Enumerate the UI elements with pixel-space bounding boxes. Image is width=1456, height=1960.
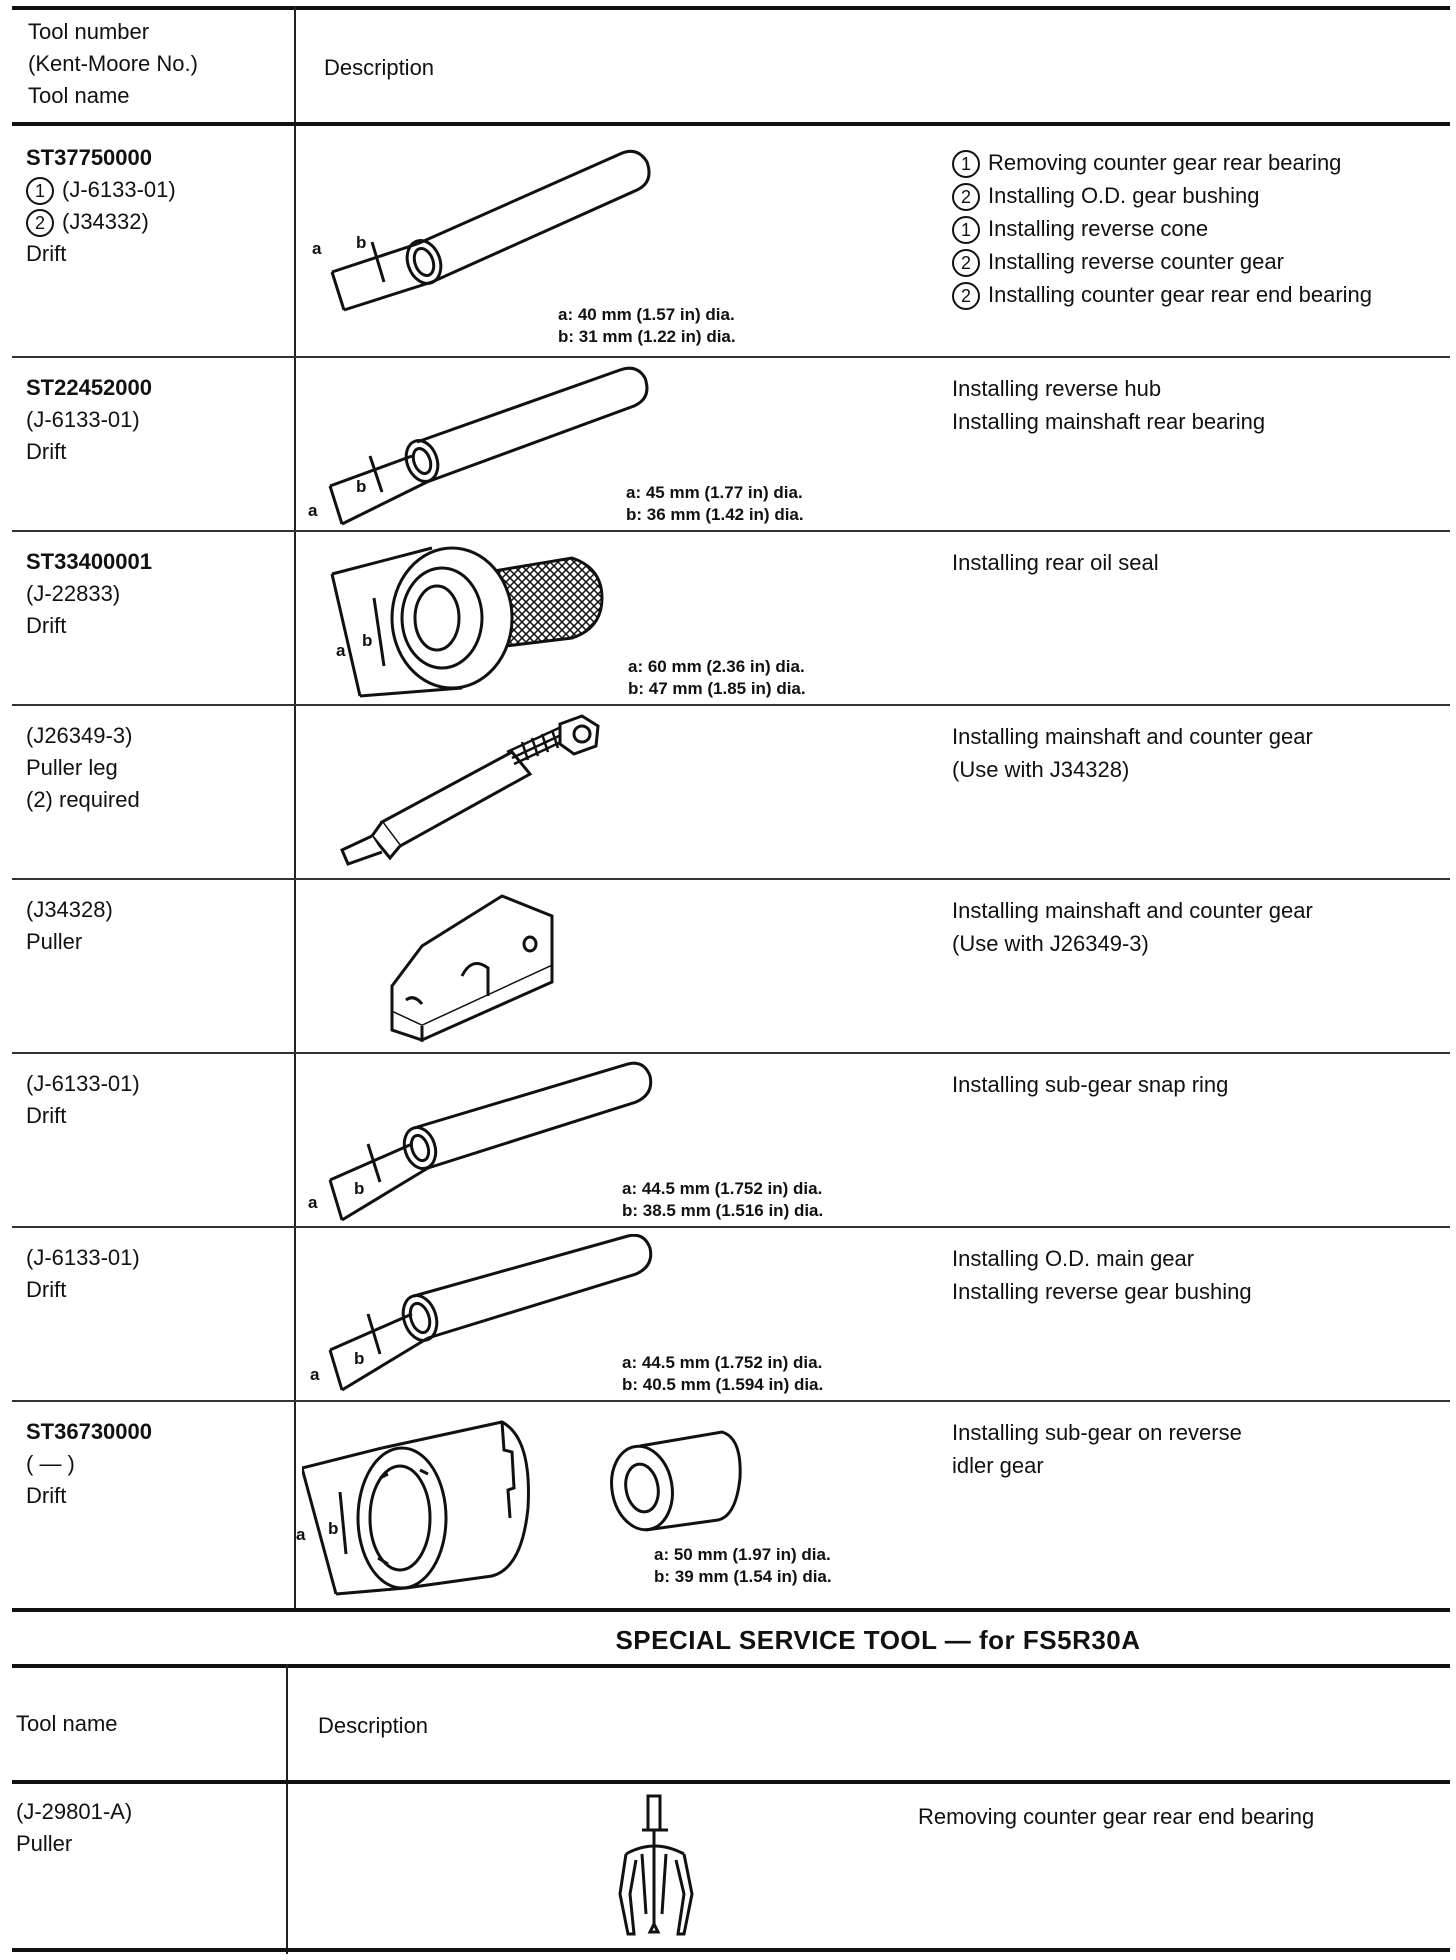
dim-b-value: b: 31 mm (1.22 in) dia. — [558, 327, 736, 346]
dim-b-value: b: 39 mm (1.54 in) dia. — [654, 1567, 832, 1586]
dim-label-b: b — [354, 1179, 365, 1198]
desc-line: Installing reverse counter gear — [988, 249, 1284, 274]
circle-mark: 2 — [952, 183, 980, 211]
tool-name: Drift — [26, 1277, 67, 1302]
kent-moore-no: (J-6133-01) — [26, 407, 140, 432]
tool-cell — [26, 372, 286, 468]
tool-cell — [26, 546, 286, 642]
desc-line: Installing reverse hub — [952, 376, 1162, 401]
dim-label-b: b — [356, 477, 367, 496]
circle-mark: 1 — [952, 216, 980, 244]
desc-line: Removing counter gear rear bearing — [988, 150, 1342, 175]
tool-name: Puller — [26, 929, 83, 954]
header-tool-number: Tool number — [28, 19, 150, 44]
drift-figure — [302, 1060, 942, 1230]
desc-line: Installing reverse gear bushing — [952, 1279, 1252, 1304]
tool-number: ST22452000 — [26, 375, 152, 400]
kent-moore-no: (J26349-3) — [26, 723, 133, 748]
tool-name: Puller leg — [26, 755, 118, 780]
drift-figure — [302, 1234, 942, 1404]
header-description: Description — [318, 1713, 429, 1738]
desc-line: Installing counter gear rear end bearing — [988, 282, 1373, 307]
desc-cell — [952, 720, 1452, 786]
dim-b-value: b: 38.5 mm (1.516 in) dia. — [622, 1201, 824, 1220]
dim-label-b: b — [354, 1349, 365, 1368]
dim-b-value: b: 40.5 mm (1.594 in) dia. — [622, 1375, 824, 1394]
tool-cell — [26, 720, 286, 816]
section-title — [0, 1625, 1456, 1656]
header-tool-name: Tool name — [28, 83, 130, 108]
table-bottom-rule — [12, 1608, 1450, 1612]
desc-cell — [952, 1416, 1452, 1482]
tool-cell — [26, 142, 286, 270]
tool-name: Drift — [26, 1103, 67, 1128]
table-bottom-rule — [12, 1948, 1450, 1952]
desc-line: Removing counter gear rear end bearing — [918, 1804, 1315, 1829]
circle-mark: 1 — [952, 150, 980, 178]
gear-puller-icon — [612, 1794, 702, 1944]
tool-number: ST33400001 — [26, 549, 152, 574]
desc-cell — [952, 146, 1452, 311]
tool-cell — [26, 1416, 286, 1512]
dim-a-value: a: 44.5 mm (1.752 in) dia. — [622, 1179, 823, 1198]
tool-cell — [26, 894, 286, 958]
kent-moore-no: (J34328) — [26, 897, 113, 922]
kent-moore-no: (J-29801-A) — [16, 1799, 133, 1824]
dim-a-value: a: 40 mm (1.57 in) dia. — [558, 305, 735, 324]
tool-qty: (2) required — [26, 787, 140, 812]
sleeve-drift-figure — [296, 1408, 942, 1608]
desc-line: Installing O.D. main gear — [952, 1246, 1195, 1271]
dim-b-value: b: 36 mm (1.42 in) dia. — [626, 505, 804, 524]
desc-cell — [952, 372, 1452, 438]
desc-cell — [952, 894, 1452, 960]
dim-label-a: a — [310, 1365, 320, 1384]
dim-label-a: a — [336, 641, 346, 660]
desc-line: Installing O.D. gear bushing — [988, 183, 1260, 208]
table-top-rule — [12, 1664, 1450, 1668]
desc-line: (Use with J34328) — [952, 757, 1130, 782]
dim-a-value: a: 50 mm (1.97 in) dia. — [654, 1545, 831, 1564]
tool-table-fs5r30a — [12, 1664, 1450, 1954]
dim-label-a: a — [308, 1193, 318, 1212]
puller-plate-icon — [302, 886, 942, 1056]
desc-cell — [952, 546, 1452, 579]
table-row — [12, 1402, 1450, 1608]
dim-a-value: a: 60 mm (2.36 in) dia. — [628, 657, 805, 676]
kent-moore-no: (J-6133-01) — [26, 1245, 140, 1270]
tool-number: ST37750000 — [26, 145, 152, 170]
circle-mark: 1 — [26, 177, 54, 205]
tool-cell — [26, 1068, 286, 1132]
desc-cell — [918, 1800, 1418, 1833]
dim-a-value: a: 45 mm (1.77 in) dia. — [626, 483, 803, 502]
table-row — [12, 532, 1450, 706]
circle-mark: 2 — [952, 249, 980, 277]
kent-moore-no: (J-6133-01) — [26, 1071, 140, 1096]
puller-leg-icon — [302, 712, 942, 882]
tool-name: Drift — [26, 613, 67, 638]
dim-label-a: a — [312, 239, 322, 258]
desc-line: (Use with J26349-3) — [952, 931, 1149, 956]
kent-moore-no: ( — ) — [26, 1451, 75, 1476]
header-tool-name: Tool name — [16, 1711, 118, 1736]
desc-line: Installing mainshaft rear bearing — [952, 409, 1266, 434]
tool-name: Drift — [26, 1483, 67, 1508]
tool-name: Drift — [26, 241, 67, 266]
kent-moore-no: (J34332) — [62, 209, 149, 234]
desc-cell — [952, 1242, 1452, 1308]
dim-label-b: b — [362, 631, 373, 650]
dim-b-value: b: 47 mm (1.85 in) dia. — [628, 679, 806, 698]
sleeve-drift-icon — [302, 1408, 942, 1608]
tool-name: Puller — [16, 1831, 73, 1856]
dim-label-a: a — [308, 501, 318, 520]
seal-drift-icon — [302, 538, 942, 708]
circle-mark: 2 — [26, 209, 54, 237]
desc-line: Installing rear oil seal — [952, 550, 1159, 575]
desc-line: Installing mainshaft and counter gear — [952, 898, 1313, 923]
desc-cell — [952, 1068, 1452, 1101]
header-kent-moore: (Kent-Moore No.) — [28, 51, 198, 76]
circle-mark: 2 — [952, 282, 980, 310]
desc-line: Installing mainshaft and counter gear — [952, 724, 1313, 749]
table-row — [12, 1784, 1450, 1950]
table-header — [12, 6, 1450, 124]
tool-number: ST36730000 — [26, 1419, 152, 1444]
kent-moore-no: (J-22833) — [26, 581, 121, 606]
drift-figure — [302, 132, 942, 352]
desc-line: Installing sub-gear on reverse — [952, 1420, 1242, 1445]
tool-table — [12, 6, 1450, 1612]
table-row — [12, 358, 1450, 532]
desc-line: Installing reverse cone — [988, 216, 1209, 241]
dim-label-b: b — [356, 233, 367, 252]
table-row — [12, 880, 1450, 1054]
table-row — [12, 126, 1450, 358]
puller-leg-figure — [302, 712, 942, 882]
desc-line: idler gear — [952, 1453, 1044, 1478]
drift-figure — [302, 364, 942, 534]
drift-tube-icon — [302, 364, 942, 534]
gear-puller-figure — [612, 1794, 702, 1944]
tool-cell — [16, 1796, 276, 1860]
dim-label-a: a — [296, 1525, 306, 1544]
table-row — [12, 1054, 1450, 1228]
tool-name: Drift — [26, 439, 67, 464]
puller-figure — [302, 886, 942, 1056]
header-description: Description — [324, 55, 435, 80]
desc-line: Installing sub-gear snap ring — [952, 1072, 1229, 1097]
dim-label-b: b — [328, 1519, 339, 1538]
kent-moore-no: (J-6133-01) — [62, 177, 176, 202]
table-row — [12, 1228, 1450, 1402]
table-row — [12, 706, 1450, 880]
dim-a-value: a: 44.5 mm (1.752 in) dia. — [622, 1353, 823, 1372]
seal-drift-figure — [302, 538, 942, 708]
section-title-text: SPECIAL SERVICE TOOL — for FS5R30A — [615, 1625, 1141, 1655]
tool-cell — [26, 1242, 286, 1306]
